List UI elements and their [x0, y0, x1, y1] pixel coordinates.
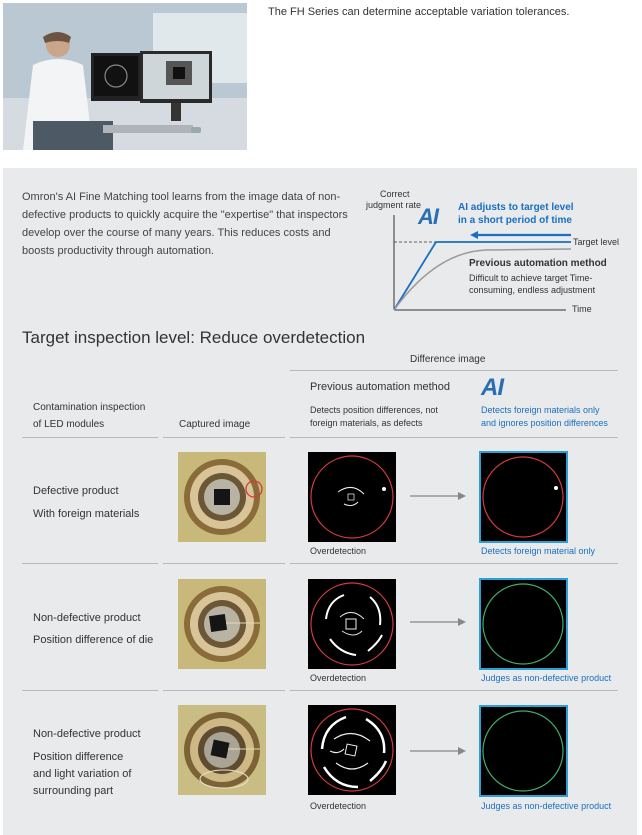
col4-header-line1: Detects foreign materials only [481, 405, 600, 415]
prev-diff-image-row1 [308, 452, 396, 542]
row1-label-line2: With foreign materials [33, 508, 140, 520]
row-divider [22, 563, 158, 564]
arrow-right-icon [410, 746, 466, 756]
arrow-right-icon [410, 491, 466, 501]
y-axis-label-line2: judgment rate [366, 200, 422, 210]
row1-prev-caption: Overdetection [310, 546, 367, 556]
row3-label-line2: Position difference [33, 751, 124, 763]
row3-label-line3: and light variation of [33, 768, 132, 780]
target-level-label: Target level [573, 237, 620, 247]
top-caption: The FH Series can determine acceptable variation tolerances. [268, 6, 570, 18]
col3-header-line1: Detects position differences, not [310, 405, 438, 415]
x-axis-label: Time [572, 304, 592, 314]
previous-method-label: Previous automation method [469, 258, 607, 269]
ai-logo-icon: AI [418, 204, 438, 229]
row3-ai-caption: Judges as non-defective product [481, 801, 612, 811]
col3-header-line2: foreign materials, as defects [310, 418, 423, 428]
col1-header-line1: Contamination inspection [33, 402, 146, 413]
captured-image-row1 [178, 452, 266, 542]
ai-note-line2: in a short period of time [458, 215, 572, 226]
ai-diff-image-row1 [479, 451, 568, 543]
row-divider [163, 690, 285, 691]
row3-label-line4: surrounding part [33, 785, 114, 797]
prev-diff-image-row2 [308, 579, 396, 669]
prev-diff-image-row3 [308, 705, 396, 795]
col2-header: Captured image [179, 419, 251, 430]
row-divider [22, 690, 158, 691]
captured-image-row2 [178, 579, 266, 669]
ai-logo-icon-table: AI [481, 374, 503, 401]
arrow-right-icon [410, 617, 466, 627]
row3-label-line1: Non-defective product [33, 728, 141, 740]
ai-note-line1: AI adjusts to target level [458, 202, 574, 213]
judgment-rate-diagram [366, 187, 636, 319]
row-divider [290, 563, 618, 564]
previous-note-line1: Difficult to achieve target Time- [469, 273, 593, 283]
captured-image-row3 [178, 705, 266, 795]
ai-diff-image-row3 [479, 705, 568, 797]
row1-label-line1: Defective product [33, 485, 119, 497]
header-divider [290, 437, 618, 438]
header-divider-top [290, 370, 618, 371]
section-title: Target inspection level: Reduce overdetection [22, 328, 366, 347]
operator-photo [3, 3, 247, 150]
intro-paragraph: Omron's AI Fine Matching tool learns from the image data of non-defective products to quickly acquire the "expertise" that inspectors develop over the course of many years. This reduces costs and boosts productivity through automation. [22, 191, 348, 257]
row3-prev-caption: Overdetection [310, 801, 367, 811]
row-divider [163, 563, 285, 564]
row1-ai-caption: Detects foreign material only [481, 546, 596, 556]
y-axis-label-line1: Correct [380, 189, 410, 199]
ai-diff-image-row2 [479, 578, 568, 670]
row2-label-line1: Non-defective product [33, 612, 141, 624]
row2-prev-caption: Overdetection [310, 673, 367, 683]
col4-header-line2: and ignores position differences [481, 418, 608, 428]
row2-label-line2: Position difference of die [33, 634, 154, 646]
header-divider [22, 437, 158, 438]
row-divider [290, 690, 618, 691]
header-divider [163, 437, 285, 438]
prev-method-column-header: Previous automation method [310, 381, 451, 393]
previous-note-line2: consuming, endless adjustment [469, 285, 596, 295]
difference-image-header: Difference image [410, 354, 486, 365]
col1-header-line2: of LED modules [33, 419, 105, 430]
row2-ai-caption: Judges as non-defective product [481, 673, 612, 683]
